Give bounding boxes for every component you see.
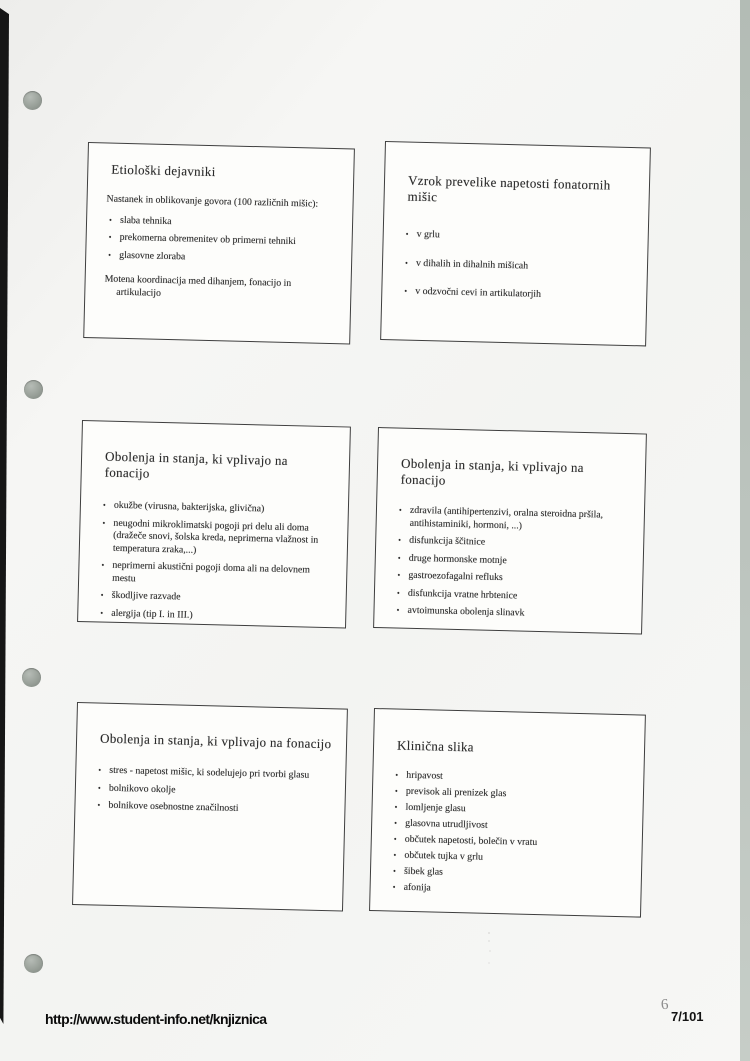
- bullet-list: [105, 214, 338, 267]
- slide-vzrok-napetosti: [380, 141, 651, 346]
- bullet-item: • šibek glas: [390, 865, 627, 883]
- bullet-list: [94, 764, 331, 817]
- bullet-item: • lomljenje glasu: [391, 801, 628, 819]
- bullet-item: • afonija: [389, 881, 626, 899]
- bullet-item: • v odzvočni cevi in artikulatorjih: [401, 285, 632, 303]
- bullet-item: • občutek tujka v grlu: [390, 849, 627, 867]
- scan-right-edge-strip: [740, 0, 750, 1061]
- bullet-item: • disfunkcija ščitnice: [395, 534, 629, 552]
- page-indicator: 7/101: [671, 1009, 704, 1024]
- handwritten-page-number: 6: [660, 996, 670, 1014]
- slide-klinicna-slika: [369, 708, 646, 918]
- bullet-item: • avtoimunska obolenja slinavk: [393, 604, 627, 622]
- bullet-item: • slaba tehnika: [106, 214, 338, 232]
- slide-etioloski-dejavniki: [83, 142, 355, 344]
- bullet-item: • neprimerni akustični pogoji doma ali na delovnem mestu: [98, 559, 333, 590]
- slide-obolenja-fonacija-2: [373, 427, 647, 635]
- slide-title: Obolenja in stanja, ki vplivajo na fonacijo: [99, 730, 332, 752]
- bullet-item: • zdravila (antihipertenzivi, oralna steroidna pršila, antihistaminiki, hormoni, ...): [396, 504, 631, 535]
- scan-left-edge-shadow: [0, 8, 9, 1024]
- slide-title: Etiološki dejavniki: [111, 161, 216, 180]
- bullet-item: • bolnikove osebnostne značilnosti: [94, 799, 330, 817]
- slide-title: Obolenja in stanja, ki vplivajo na fonacijo: [104, 448, 289, 481]
- slide-title: Vzrok prevelike napetosti fonatornih mišic: [407, 172, 611, 205]
- slide-obolenja-fonacija-3: [72, 702, 348, 912]
- bullet-item: • previsok ali prenizek glas: [392, 785, 629, 803]
- slide-title: Obolenja in stanja, ki vplivajo na fonacijo: [400, 455, 585, 488]
- slide-obolenja-fonacija-1: [77, 420, 351, 629]
- bullet-item: • druge hormonske motnje: [395, 552, 629, 570]
- bullet-item: • gastroezofagalni refluks: [394, 569, 628, 587]
- bullet-item: • glasovne zloraba: [105, 249, 337, 267]
- hole-punch: [24, 954, 43, 973]
- bullet-list: [97, 499, 334, 625]
- bullet-item: • v dihalih in dihalnih mišicah: [402, 257, 633, 275]
- footer-url: http://www.student-info.net/knjiznica: [45, 1011, 267, 1027]
- bullet-item: • bolnikovo okolje: [95, 782, 331, 800]
- bullet-list: [389, 769, 629, 899]
- slide-title: Klinična slika: [396, 737, 475, 755]
- hole-punch: [22, 668, 41, 687]
- slide-outro: Motena koordinacija med dihanjem, fonacijo in artikulacijo: [104, 273, 292, 299]
- bullet-item: • stres - napetost mišic, ki sodelujejo pri tvorbi glasu: [95, 764, 331, 782]
- slide-intro: Nastanek in oblikovanje govora (100 različnih mišic):: [106, 193, 319, 210]
- bullet-item: • alergija (tip I. in III.): [97, 607, 331, 625]
- scan-artifact: [488, 932, 490, 934]
- bullet-item: • občutek napetosti, bolečin v vratu: [391, 833, 628, 851]
- bullet-item: • v grlu: [403, 228, 634, 246]
- bullet-item: • škodljive razvade: [98, 589, 332, 607]
- hole-punch: [24, 380, 43, 399]
- bullet-list: [401, 228, 634, 303]
- bullet-item: • prekomerna obremenitev ob primerni tehniki: [106, 231, 338, 249]
- bullet-item: • neugodni mikroklimatski pogoji pri delu ali doma (dražeče snovi, šolska kreda, neprimerna vlažnost in temperatura zraka,...): [99, 517, 334, 560]
- hole-punch: [23, 91, 42, 110]
- bullet-item: • glasovna utrudljivost: [391, 817, 628, 835]
- bullet-item: • hripavost: [392, 769, 629, 787]
- bullet-item: • disfunkcija vratne hrbtenice: [394, 587, 628, 605]
- bullet-item: • okužbe (virusna, bakterijska, glivična): [100, 499, 334, 517]
- bullet-list: [393, 504, 630, 622]
